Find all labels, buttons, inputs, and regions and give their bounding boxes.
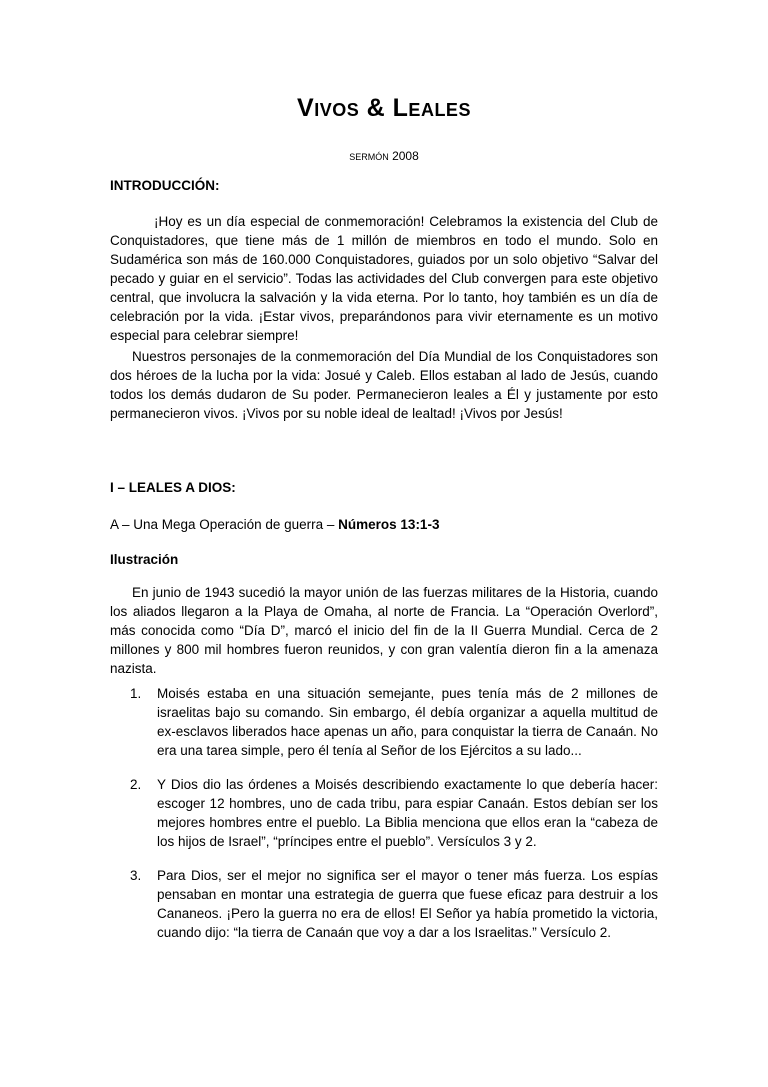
list-item-text: Y Dios dio las órdenes a Moisés describiendo exactamente lo que debería hacer: escoger 12 hombres, uno de cada tribu, para espiar Canaán. Estos debían ser los mejores hombres entre el pueblo. La Biblia menciona que ellos eran la “cabeza de los hijos de Israel”, “príncipes entre el pueblo”. Versículos 3 y 2.: [157, 777, 658, 849]
intro-paragraph-2: Nuestros personajes de la conmemoración del Día Mundial de los Conquistadores son dos héroes de la lucha por la vida: Josué y Caleb. Ellos estaban al lado de Jesús, cuando todos los demás dudaron de Su poder. Permanecieron leales a Él y justamente por esto permanecieron vivos. ¡Vivos por su noble ideal de lealtad! ¡Vivos por Jesús!: [110, 349, 658, 421]
numbered-list: [130, 684, 658, 942]
intro-paragraph-1: ¡Hoy es un día especial de conmemoración! Celebramos la existencia del Club de Conquistadores, que tiene más de 1 millón de miembros en todo el mundo. Solo en Sudamérica son más de 160.000 Conquistadores, guiados por un solo objetivo “Salvar del pecado y guiar en el servicio”. Todas las actividades del Club convergen para este objetivo central, que involucra la salvación y la vida eterna. Por lo tanto, hoy también es un día de celebración por la vida. ¡Estar vivos, preparándonos para vivir eternamente es un motivo especial para celebrar siempre!: [110, 214, 658, 343]
subtitle-label: SERMÓN: [349, 152, 389, 162]
subheading-text: A – Una Mega Operación de guerra –: [110, 517, 339, 532]
list-item-text: Moisés estaba en una situación semejante, pues tenía más de 2 millones de israelitas bajo su comando. Sin embargo, él debía organizar a aquella multitud de ex-esclavos liberados hace apenas un año, para conquistar la tierra de Canaán. No era una tarea simple, pero él tenía al Señor de los Ejércitos a su lado...: [157, 686, 658, 758]
list-item: [130, 866, 658, 942]
list-item-text: Para Dios, ser el mejor no significa ser el mayor o tener más fuerza. Los espías pensaban en montar una estrategia de guerra que fuese eficaz para destruir a los Cananeos. ¡Pero la guerra no era de ellos! El Señor ya había prometido la victoria, cuando dijo: “la tierra de Canaán que voy a dar a los Israelitas.” Versículo 2.: [157, 868, 658, 940]
bible-reference: Números 13:1-3: [338, 517, 440, 532]
document-subtitle: [110, 149, 658, 163]
list-item-number: 3.: [130, 868, 142, 883]
list-item: [130, 775, 658, 851]
list-item-number: 2.: [130, 777, 142, 792]
list-item-number: 1.: [130, 686, 142, 701]
document-title: Vivos & Leales: [297, 94, 471, 122]
intro-heading: INTRODUCCIÓN:: [110, 178, 220, 193]
illustration-heading: Ilustración: [110, 552, 179, 567]
illustration-paragraph: En junio de 1943 sucedió la mayor unión de las fuerzas militares de la Historia, cuando los aliados llegaron a la Playa de Omaha, al norte de Francia. La “Operación Overlord”, más conocida como “Día D”, marcó el inicio del fin de la II Guerra Mundial. Cerca de 2 millones y 800 mil hombres fueron reunidos, y con gran valentía dieron fin a la amenaza nazista.: [110, 585, 658, 676]
list-item: [130, 684, 658, 760]
subtitle-year: 2008: [392, 149, 419, 163]
section-subheading: [110, 517, 439, 532]
section-heading: I – LEALES A DIOS:: [110, 480, 236, 495]
